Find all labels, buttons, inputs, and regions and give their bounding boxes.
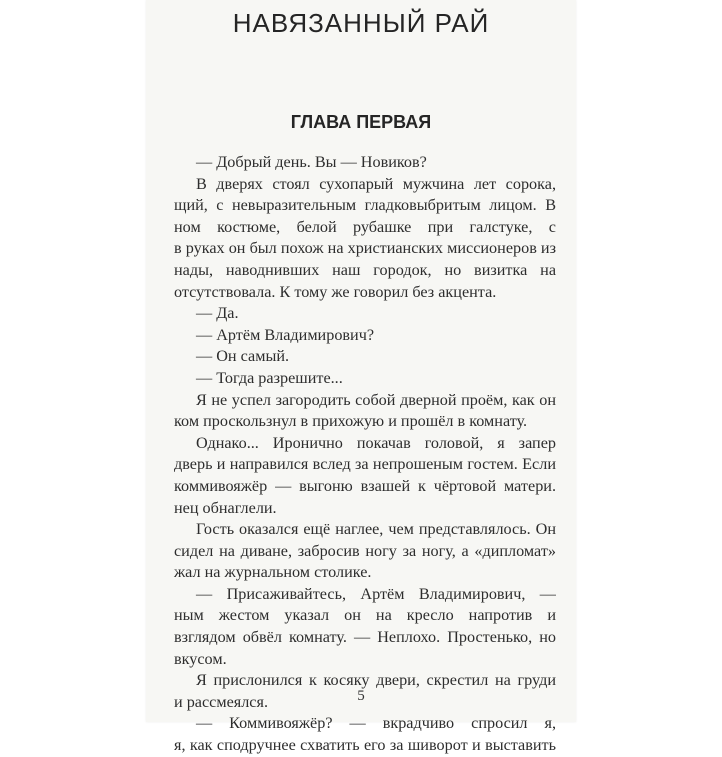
text-line: и рассмеялся. xyxy=(174,692,268,711)
page-number: 5 xyxy=(357,688,365,704)
text-line: ном костюме, белой рубашке при галстуке, с xyxy=(174,217,556,236)
chapter-title: ГЛАВА ПЕРВАЯ xyxy=(290,112,432,132)
text-line: Однако... Иронично покачав головой, я запер xyxy=(196,433,556,452)
book-title: НАВЯЗАННЫЙ РАЙ xyxy=(232,8,490,38)
text-line: — Да. xyxy=(196,304,239,323)
text-line: — Присаживайтесь, Артём Владимирович, — xyxy=(196,584,556,603)
text-line: — Коммивояжёр? — вкрадчиво спросил я, xyxy=(196,714,556,733)
text-line: — Он самый. xyxy=(196,347,290,366)
text-line: сидел на диване, забросив ногу за ногу, а «дипломат» xyxy=(174,541,556,560)
text-line: нец обнаглели. xyxy=(174,498,277,517)
text-line: взглядом обвёл комнату. — Неплохо. Простенько, но xyxy=(174,628,556,647)
text-line: щий, с невыразительным гладковыбритым лицом. В xyxy=(174,196,556,215)
text-line: жал на журнальном столике. xyxy=(174,563,372,582)
text-line: — Добрый день. Вы — Новиков? xyxy=(196,153,427,171)
text-line: ком проскользнул в прихожую и прошёл в комнату. xyxy=(174,412,528,431)
text-line: коммивояжёр — выгоню взашей к чёртовой матери. xyxy=(174,476,556,495)
text-line: в руках он был похож на христианских миссионеров из xyxy=(174,239,556,258)
text-line: Я не успел загородить собой дверной проём, как он xyxy=(196,390,556,409)
chapter-text xyxy=(174,152,556,757)
text-line: дверь и направился вслед за непрошеным гостем. Если xyxy=(174,455,556,474)
text-line: В дверях стоял сухопарый мужчина лет сорока, xyxy=(196,174,556,193)
text-line: — Тогда разрешите... xyxy=(196,368,343,387)
book-page xyxy=(146,0,576,755)
text-line: я, как сподручнее схватить его за шиворот и выставить xyxy=(174,736,556,755)
text-line: Я прислонился к косяку двери, скрестил на груди xyxy=(196,671,556,690)
text-line: Гость оказался ещё наглее, чем представлялось. Он xyxy=(196,520,556,539)
text-line: — Артём Владимирович? xyxy=(196,325,375,344)
text-line: ным жестом указал он на кресло напротив и xyxy=(174,606,556,625)
text-line: вкусом. xyxy=(174,649,227,668)
text-line: нады, наводнивших наш городок, но визитка на xyxy=(174,260,556,279)
text-line: отсутствовала. К тому же говорил без акцента. xyxy=(174,282,497,301)
